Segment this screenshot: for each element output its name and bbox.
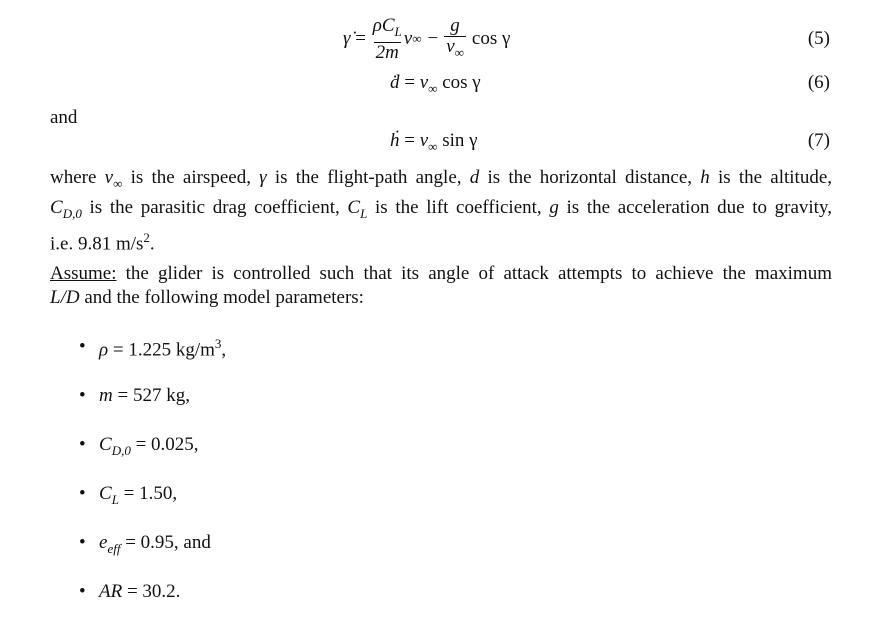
rho-c: ρC	[372, 15, 395, 36]
bullet: •	[79, 483, 86, 504]
equation-6	[390, 72, 481, 97]
equals-sign: =	[399, 130, 420, 151]
cos-gamma: cos γ	[471, 28, 511, 50]
equation-number-5: (5)	[807, 28, 830, 49]
infinity-subscript: ∞	[454, 44, 464, 60]
text: is the flight-path angle,	[266, 167, 470, 188]
symbol: C	[99, 434, 112, 455]
symbol: m	[99, 385, 113, 406]
param-m	[99, 385, 190, 407]
var-c: C	[347, 196, 361, 218]
fraction-numerator-g: g	[450, 15, 460, 36]
superscript: 3	[214, 336, 222, 351]
text: is the parasitic drag coefficient,	[81, 196, 348, 218]
symbol: C	[99, 483, 112, 504]
text: the glider is controlled such that its angle of attack attempts to achieve the maximum	[116, 263, 832, 284]
assume-line-2	[50, 286, 832, 310]
fraction-denominator-v	[444, 36, 466, 63]
value: = 0.025,	[130, 434, 199, 455]
where-line-1	[50, 166, 832, 196]
bullet: •	[79, 581, 86, 602]
symbol: ρ	[99, 339, 109, 361]
bullet: •	[79, 434, 86, 455]
text: is the horizontal distance,	[479, 167, 701, 188]
param-eeff	[99, 532, 211, 557]
value: = 30.2.	[122, 581, 181, 602]
value: = 1.50,	[118, 483, 178, 504]
v: v	[446, 36, 455, 57]
symbol: e	[99, 532, 108, 553]
text: is the altitude,	[709, 167, 833, 188]
var-c: C	[50, 196, 63, 218]
assume-paragraph	[50, 262, 832, 310]
text: where	[50, 167, 105, 188]
subscript-l: L	[360, 205, 368, 221]
fraction-denominator: 2m	[375, 41, 399, 63]
bullet: •	[79, 336, 86, 357]
param-rho	[99, 336, 226, 361]
var-h: h	[700, 167, 710, 188]
bullet: •	[79, 532, 86, 553]
where-line-2	[50, 196, 832, 226]
and-text: and	[50, 107, 78, 128]
subscript: eff	[107, 540, 121, 556]
var-l-over-d: L/D	[50, 287, 80, 308]
equation-7	[390, 130, 478, 155]
subscript: L	[111, 491, 119, 507]
fraction-rho-cl-2m	[371, 16, 404, 63]
infinity-subscript: ∞	[428, 80, 438, 96]
sin-gamma: sin γ	[442, 130, 478, 151]
var-v: v	[104, 167, 114, 188]
bullet: •	[79, 385, 86, 406]
value: = 0.95, and	[120, 532, 211, 553]
infinity-subscript: ∞	[428, 138, 438, 154]
text: is the lift coefficient,	[367, 196, 550, 218]
v-inf: v	[403, 28, 413, 50]
subscript-d0: D,0	[62, 205, 82, 221]
equals-sign: =	[350, 28, 371, 50]
var-gamma: γ	[259, 167, 267, 188]
value: = 1.225 kg/m	[108, 339, 215, 361]
value: = 527 kg,	[112, 385, 190, 406]
subscript-l: L	[394, 23, 402, 39]
assume-label: Assume:	[50, 263, 117, 284]
v: v	[419, 72, 429, 93]
param-ar	[99, 581, 180, 603]
h-dot: ḣ	[390, 130, 400, 151]
param-cd0	[99, 434, 199, 459]
var-g: g	[549, 196, 559, 218]
assume-line-1	[50, 262, 832, 286]
infinity-subscript: ∞	[412, 31, 422, 47]
text: ,	[221, 339, 227, 361]
cos-gamma: cos γ	[442, 72, 481, 93]
equation-number-7: (7)	[807, 130, 830, 151]
d-dot: ḋ	[390, 72, 400, 93]
infinity-subscript: ∞	[113, 175, 123, 191]
param-cl	[99, 483, 177, 508]
text: is the airspeed,	[122, 167, 260, 188]
superscript-2: 2	[143, 229, 150, 245]
where-line-3	[50, 226, 832, 256]
equals-sign: =	[399, 72, 420, 93]
equation-5	[343, 16, 510, 63]
subscript: D,0	[111, 442, 131, 458]
var-d: d	[469, 167, 480, 188]
fraction-g-v	[444, 16, 466, 63]
fraction-numerator	[371, 16, 404, 42]
text: and the following model parameters:	[79, 287, 364, 308]
symbol: AR	[99, 581, 123, 602]
minus-sign: −	[427, 28, 439, 50]
v: v	[419, 130, 429, 151]
where-paragraph	[50, 166, 832, 256]
text: i.e. 9.81 m/s	[50, 232, 144, 254]
text: .	[149, 232, 155, 254]
gamma-dot: γ̇	[343, 28, 351, 50]
equation-number-6: (6)	[807, 72, 830, 93]
text: is the acceleration due to gravity,	[558, 196, 832, 218]
